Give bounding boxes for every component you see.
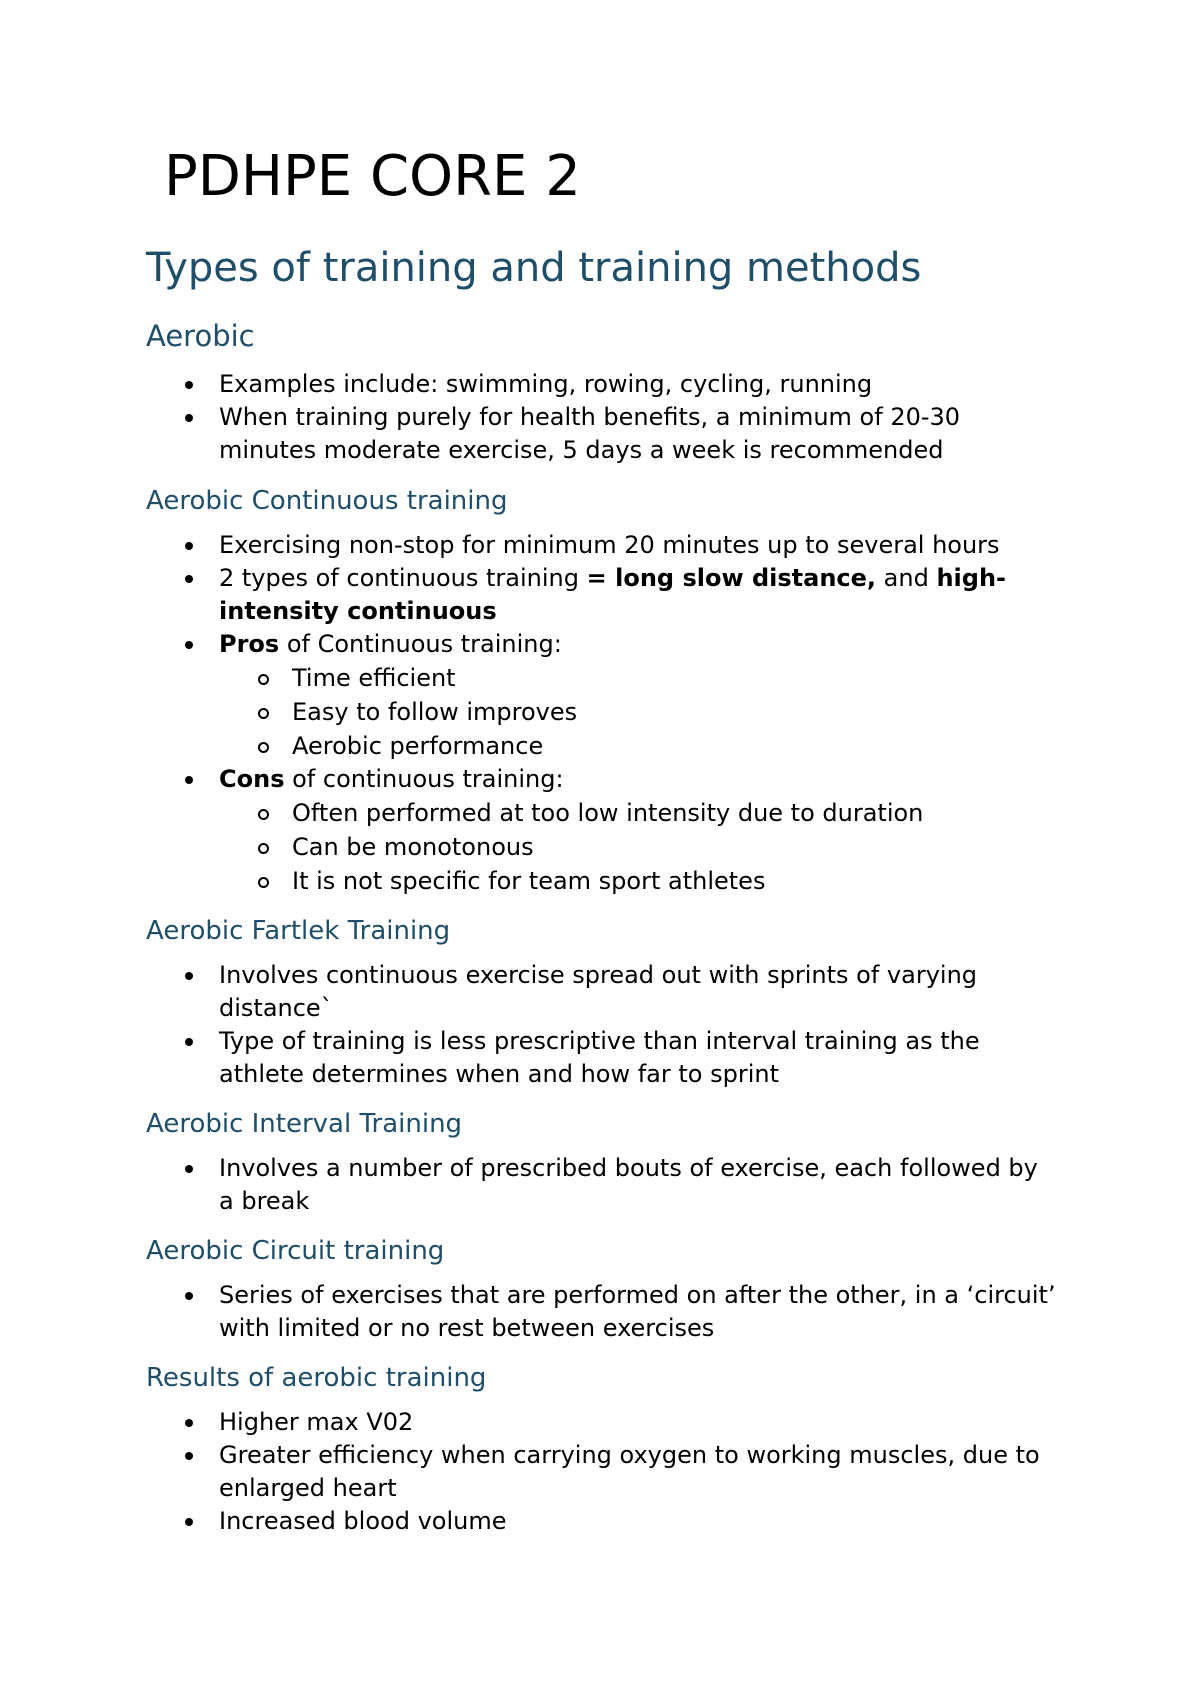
interval-list <box>0 1152 1200 1218</box>
list-item: Examples include: swimming, rowing, cycling, running <box>0 368 1200 401</box>
list-item: Higher max V02 <box>0 1406 1200 1439</box>
aerobic-list <box>0 368 1200 467</box>
list-item: When training purely for health benefits, a minimum of 20-30 minutes moderate exercise, 5 days a week is recommended <box>0 401 1200 467</box>
circuit-list <box>0 1279 1200 1345</box>
list-item-pros <box>0 628 1200 763</box>
list-item-text: 2 types of continuous training <box>219 564 587 592</box>
list-item <box>0 562 1200 628</box>
list-item: Series of exercises that are performed on after the other, in a ‘circuit’ with limited or no rest between exercises <box>0 1279 1200 1345</box>
continuous-list <box>0 529 1200 898</box>
heading-aerobic-circuit: Aerobic Circuit training <box>146 1236 445 1266</box>
heading-aerobic-fartlek: Aerobic Fartlek Training <box>146 916 451 946</box>
heading-aerobic: Aerobic <box>146 319 255 353</box>
cons-label: Cons <box>219 765 285 793</box>
list-item-bold: high-intensity continuous <box>219 564 1007 625</box>
sub-list-item: Time efficient <box>219 661 1060 695</box>
results-list <box>0 1406 1200 1538</box>
pros-label: Pros <box>219 630 280 658</box>
sub-list-item: Easy to follow improves <box>219 695 1060 729</box>
pros-text: of Continuous training: <box>279 630 562 658</box>
cons-sublist <box>219 796 1060 898</box>
heading-results-aerobic: Results of aerobic training <box>146 1363 487 1393</box>
list-item: Type of training is less prescriptive than interval training as the athlete determines when and how far to sprint <box>0 1025 1200 1091</box>
list-item-text: and <box>876 564 937 592</box>
pros-sublist <box>219 661 1060 763</box>
document-title: PDHPE CORE 2 <box>164 144 581 209</box>
sub-list-item: Can be monotonous <box>219 830 1060 864</box>
sub-list-item: It is not specific for team sport athletes <box>219 864 1060 898</box>
cons-text: of continuous training: <box>284 765 564 793</box>
list-item-cons <box>0 763 1200 898</box>
list-item: Increased blood volume <box>0 1505 1200 1538</box>
list-item-bold: = long slow distance, <box>586 564 877 592</box>
sub-list-item: Aerobic performance <box>219 729 1060 763</box>
list-item: Exercising non-stop for minimum 20 minutes up to several hours <box>0 529 1200 562</box>
list-item: Involves a number of prescribed bouts of exercise, each followed by a break <box>0 1152 1200 1218</box>
fartlek-list <box>0 959 1200 1091</box>
heading-aerobic-continuous: Aerobic Continuous training <box>146 486 508 516</box>
list-item: Greater efficiency when carrying oxygen to working muscles, due to enlarged heart <box>0 1439 1200 1505</box>
section-heading-types-of-training: Types of training and training methods <box>146 245 922 291</box>
heading-aerobic-interval: Aerobic Interval Training <box>146 1109 463 1139</box>
list-item: Involves continuous exercise spread out with sprints of varying distance` <box>0 959 1200 1025</box>
sub-list-item: Often performed at too low intensity due to duration <box>219 796 1060 830</box>
